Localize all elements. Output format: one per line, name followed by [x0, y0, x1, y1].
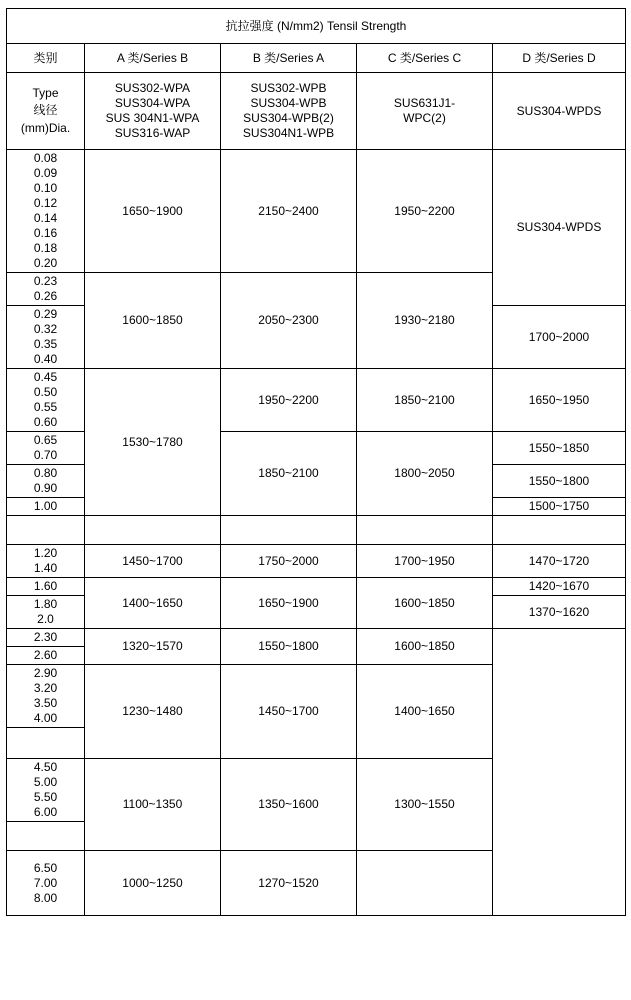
main-header-cell: 抗拉强度 (N/mm2) Tensil Strength	[7, 9, 626, 44]
series-a-header: A 类/Series B	[85, 44, 221, 73]
diameter-group-16	[7, 822, 85, 851]
value-a-0: 1650~1900	[85, 150, 221, 273]
value-a-3: 1450~1700	[85, 545, 221, 578]
value-a-6: 1230~1480	[85, 665, 221, 759]
diameter-group-17: 6.50 7.00 8.00	[7, 851, 85, 916]
grades-series-c: SUS631J1- WPC(2)	[357, 73, 493, 150]
diameter-group-8: 1.20 1.40	[7, 545, 85, 578]
value-a-5: 1320~1570	[85, 629, 221, 665]
tensile-strength-table	[6, 8, 626, 916]
value-d-1: 1700~2000	[493, 306, 626, 369]
grades-series-d: SUS304-WPDS	[493, 73, 626, 150]
value-d-4: 1550~1800	[493, 465, 626, 498]
diameter-group-15: 4.50 5.00 5.50 6.00	[7, 759, 85, 822]
diameter-group-7	[7, 516, 85, 545]
value-a-1: 1600~1850	[85, 273, 221, 369]
value-d-5: 1500~1750	[493, 498, 626, 516]
value-d-3: 1550~1850	[493, 432, 626, 465]
diameter-group-14	[7, 728, 85, 759]
value-a-2: 1530~1780	[85, 369, 221, 516]
value-c-7: 1400~1650	[357, 665, 493, 759]
value-c-2: 1850~2100	[357, 369, 493, 432]
diameter-group-13: 2.90 3.20 3.50 4.00	[7, 665, 85, 728]
table-row	[7, 545, 626, 578]
diameter-group-9: 1.60	[7, 578, 85, 596]
value-b-0: 2150~2400	[221, 150, 357, 273]
table-row	[7, 629, 626, 647]
value-d-6: 1470~1720	[493, 545, 626, 578]
value-b-8: 1350~1600	[221, 759, 357, 851]
value-b-5: 1650~1900	[221, 578, 357, 629]
value-d-8: 1370~1620	[493, 596, 626, 629]
value-c-3: 1800~2050	[357, 432, 493, 516]
type-label-line2: 线径	[33, 103, 58, 118]
value-a-7: 1100~1350	[85, 759, 221, 851]
series-header-row	[7, 44, 626, 73]
value-b-4: 1750~2000	[221, 545, 357, 578]
diameter-group-10: 1.80 2.0	[7, 596, 85, 629]
value-d-2: 1650~1950	[493, 369, 626, 432]
type-label-line3: (mm)Dia.	[20, 120, 71, 135]
value-c-4: 1700~1950	[357, 545, 493, 578]
value-b-9: 1270~1520	[221, 851, 357, 916]
grade-row	[7, 73, 626, 150]
value-b-7: 1450~1700	[221, 665, 357, 759]
type-label-line1: Type	[32, 85, 59, 100]
value-d-0: SUS304-WPDS	[493, 150, 626, 306]
value-a-8: 1000~1250	[85, 851, 221, 916]
value-b-1: 2050~2300	[221, 273, 357, 369]
diameter-group-0: 0.08 0.09 0.10 0.12 0.14 0.16 0.18 0.20	[7, 150, 85, 273]
value-c-1: 1930~2180	[357, 273, 493, 369]
value-b-3: 1850~2100	[221, 432, 357, 516]
diameter-group-6: 1.00	[7, 498, 85, 516]
table-row	[7, 516, 626, 545]
value-d-blank-1	[493, 629, 626, 916]
diameter-group-1: 0.23 0.26	[7, 273, 85, 306]
type-label-cell	[7, 73, 85, 150]
table-row	[7, 578, 626, 596]
grades-series-b: SUS302-WPB SUS304-WPB SUS304-WPB(2) SUS304N1-WPB	[221, 73, 357, 150]
diameter-group-2: 0.29 0.32 0.35 0.40	[7, 306, 85, 369]
value-c-blank-0	[357, 516, 493, 545]
table-row	[7, 369, 626, 432]
value-c-blank-0	[357, 851, 493, 916]
grades-series-a: SUS302-WPA SUS304-WPA SUS 304N1-WPA SUS316-WAP	[85, 73, 221, 150]
diameter-group-4: 0.65 0.70	[7, 432, 85, 465]
value-b-blank-0	[221, 516, 357, 545]
value-c-0: 1950~2200	[357, 150, 493, 273]
value-a-blank-0	[85, 516, 221, 545]
diameter-group-11: 2.30	[7, 629, 85, 647]
value-c-6: 1600~1850	[357, 629, 493, 665]
diameter-group-12: 2.60	[7, 647, 85, 665]
value-b-6: 1550~1800	[221, 629, 357, 665]
category-label-cell: 类别	[7, 44, 85, 73]
series-c-header: C 类/Series C	[357, 44, 493, 73]
series-d-header: D 类/Series D	[493, 44, 626, 73]
table-header-row	[7, 9, 626, 44]
diameter-group-5: 0.80 0.90	[7, 465, 85, 498]
value-d-7: 1420~1670	[493, 578, 626, 596]
value-c-5: 1600~1850	[357, 578, 493, 629]
series-b-header: B 类/Series A	[221, 44, 357, 73]
value-a-4: 1400~1650	[85, 578, 221, 629]
value-b-2: 1950~2200	[221, 369, 357, 432]
table-row	[7, 150, 626, 273]
value-c-8: 1300~1550	[357, 759, 493, 851]
value-d-blank-0	[493, 516, 626, 545]
diameter-group-3: 0.45 0.50 0.55 0.60	[7, 369, 85, 432]
